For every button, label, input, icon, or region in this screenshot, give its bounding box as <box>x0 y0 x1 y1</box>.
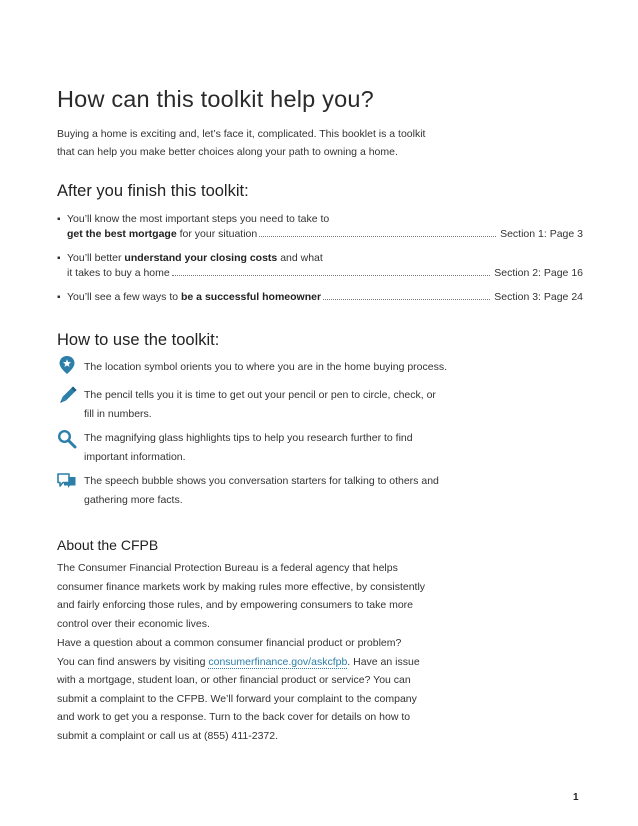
outcome-3-section-ref: Section 3: Page 24 <box>494 291 583 303</box>
tool-speech <box>57 472 497 512</box>
pencil-icon <box>57 386 77 406</box>
howto-heading: How to use the toolkit: <box>57 331 220 349</box>
outcome-2-section-ref: Section 2: Page 16 <box>494 267 583 279</box>
outcome-2-bold: understand your closing costs <box>124 252 278 264</box>
bullet-marker: ▪ <box>57 214 61 225</box>
outcome-3-bold: be a successful homeowner <box>181 291 322 303</box>
outcome-1-bold: get the best mortgage <box>67 228 177 240</box>
outcome-item-1 <box>57 212 583 244</box>
intro-line-1: Buying a home is exciting and, let’s face it, complicated. This booklet is a toolkit <box>57 128 426 140</box>
about-paragraph-2: Have a question about a common consumer financial product or problem? You can find answers by visiting consumerfinance.gov/askcfpb. Have an issue with a mortgage, student loan, or other financial product or service? You can submit a complaint to the CFPB. We’ll forward your complaint to the company and work to get you a response. Turn to the back cover for details on how to submit a complaint or call us at (855) 411-2372. <box>57 637 420 742</box>
tool-pencil <box>57 386 497 426</box>
after-heading: After you finish this toolkit: <box>57 182 249 200</box>
tool-magnifier-desc: The magnifying glass highlights tips to help you research further to find important information. <box>84 432 413 463</box>
outcome-3-line-1: You’ll see a few ways to be a successful homeowner Section 3: Page 24 <box>67 291 583 303</box>
askcfpb-link[interactable]: consumerfinance.gov/askcfpb <box>208 655 348 668</box>
outcome-2-line-1: You’ll better understand your closing costs and what <box>67 252 323 264</box>
about-heading: About the CFPB <box>57 537 159 553</box>
outcome-1-line-2 <box>67 227 583 242</box>
outcome-1-rest: for your situation <box>176 228 258 240</box>
magnifying-glass-icon <box>57 429 77 449</box>
location-star-icon <box>57 355 77 375</box>
bullet-marker: ▪ <box>57 292 61 303</box>
tool-pencil-desc: The pencil tells you it is time to get out your pencil or pen to circle, check, or fill in numbers. <box>84 389 436 420</box>
outcome-item-2 <box>57 251 583 283</box>
tool-location <box>57 355 497 377</box>
outcome-1-line-1: You’ll know the most important steps you need to take to <box>67 213 330 225</box>
page-number: 1 <box>573 792 579 803</box>
outcome-1-section-ref: Section 1: Page 3 <box>500 228 583 240</box>
outcome-item-3 <box>57 290 583 306</box>
page-title: How can this toolkit help you? <box>57 86 374 112</box>
intro-paragraph <box>57 125 497 161</box>
tool-magnifier <box>57 429 497 469</box>
bullet-marker: ▪ <box>57 253 61 264</box>
tool-speech-desc: The speech bubble shows you conversation starters for talking to others and gathering more facts. <box>84 475 439 506</box>
speech-bubble-icon <box>57 472 77 492</box>
dot-leader <box>259 236 496 237</box>
tool-location-desc: The location symbol orients you to where you are in the home buying process. <box>84 361 448 373</box>
dot-leader <box>323 299 490 300</box>
intro-line-2: that can help you make better choices along your path to owning a home. <box>57 146 398 158</box>
outcome-2-line-2: it takes to buy a home Section 2: Page 16 <box>67 267 583 279</box>
about-paragraph-1: The Consumer Financial Protection Bureau is a federal agency that helps consumer finance markets work by making rules more effective, by consistently and fairly enforcing those rules, and by empowering consumers to take more control over their economic lives. <box>57 562 426 630</box>
dot-leader <box>172 275 491 276</box>
